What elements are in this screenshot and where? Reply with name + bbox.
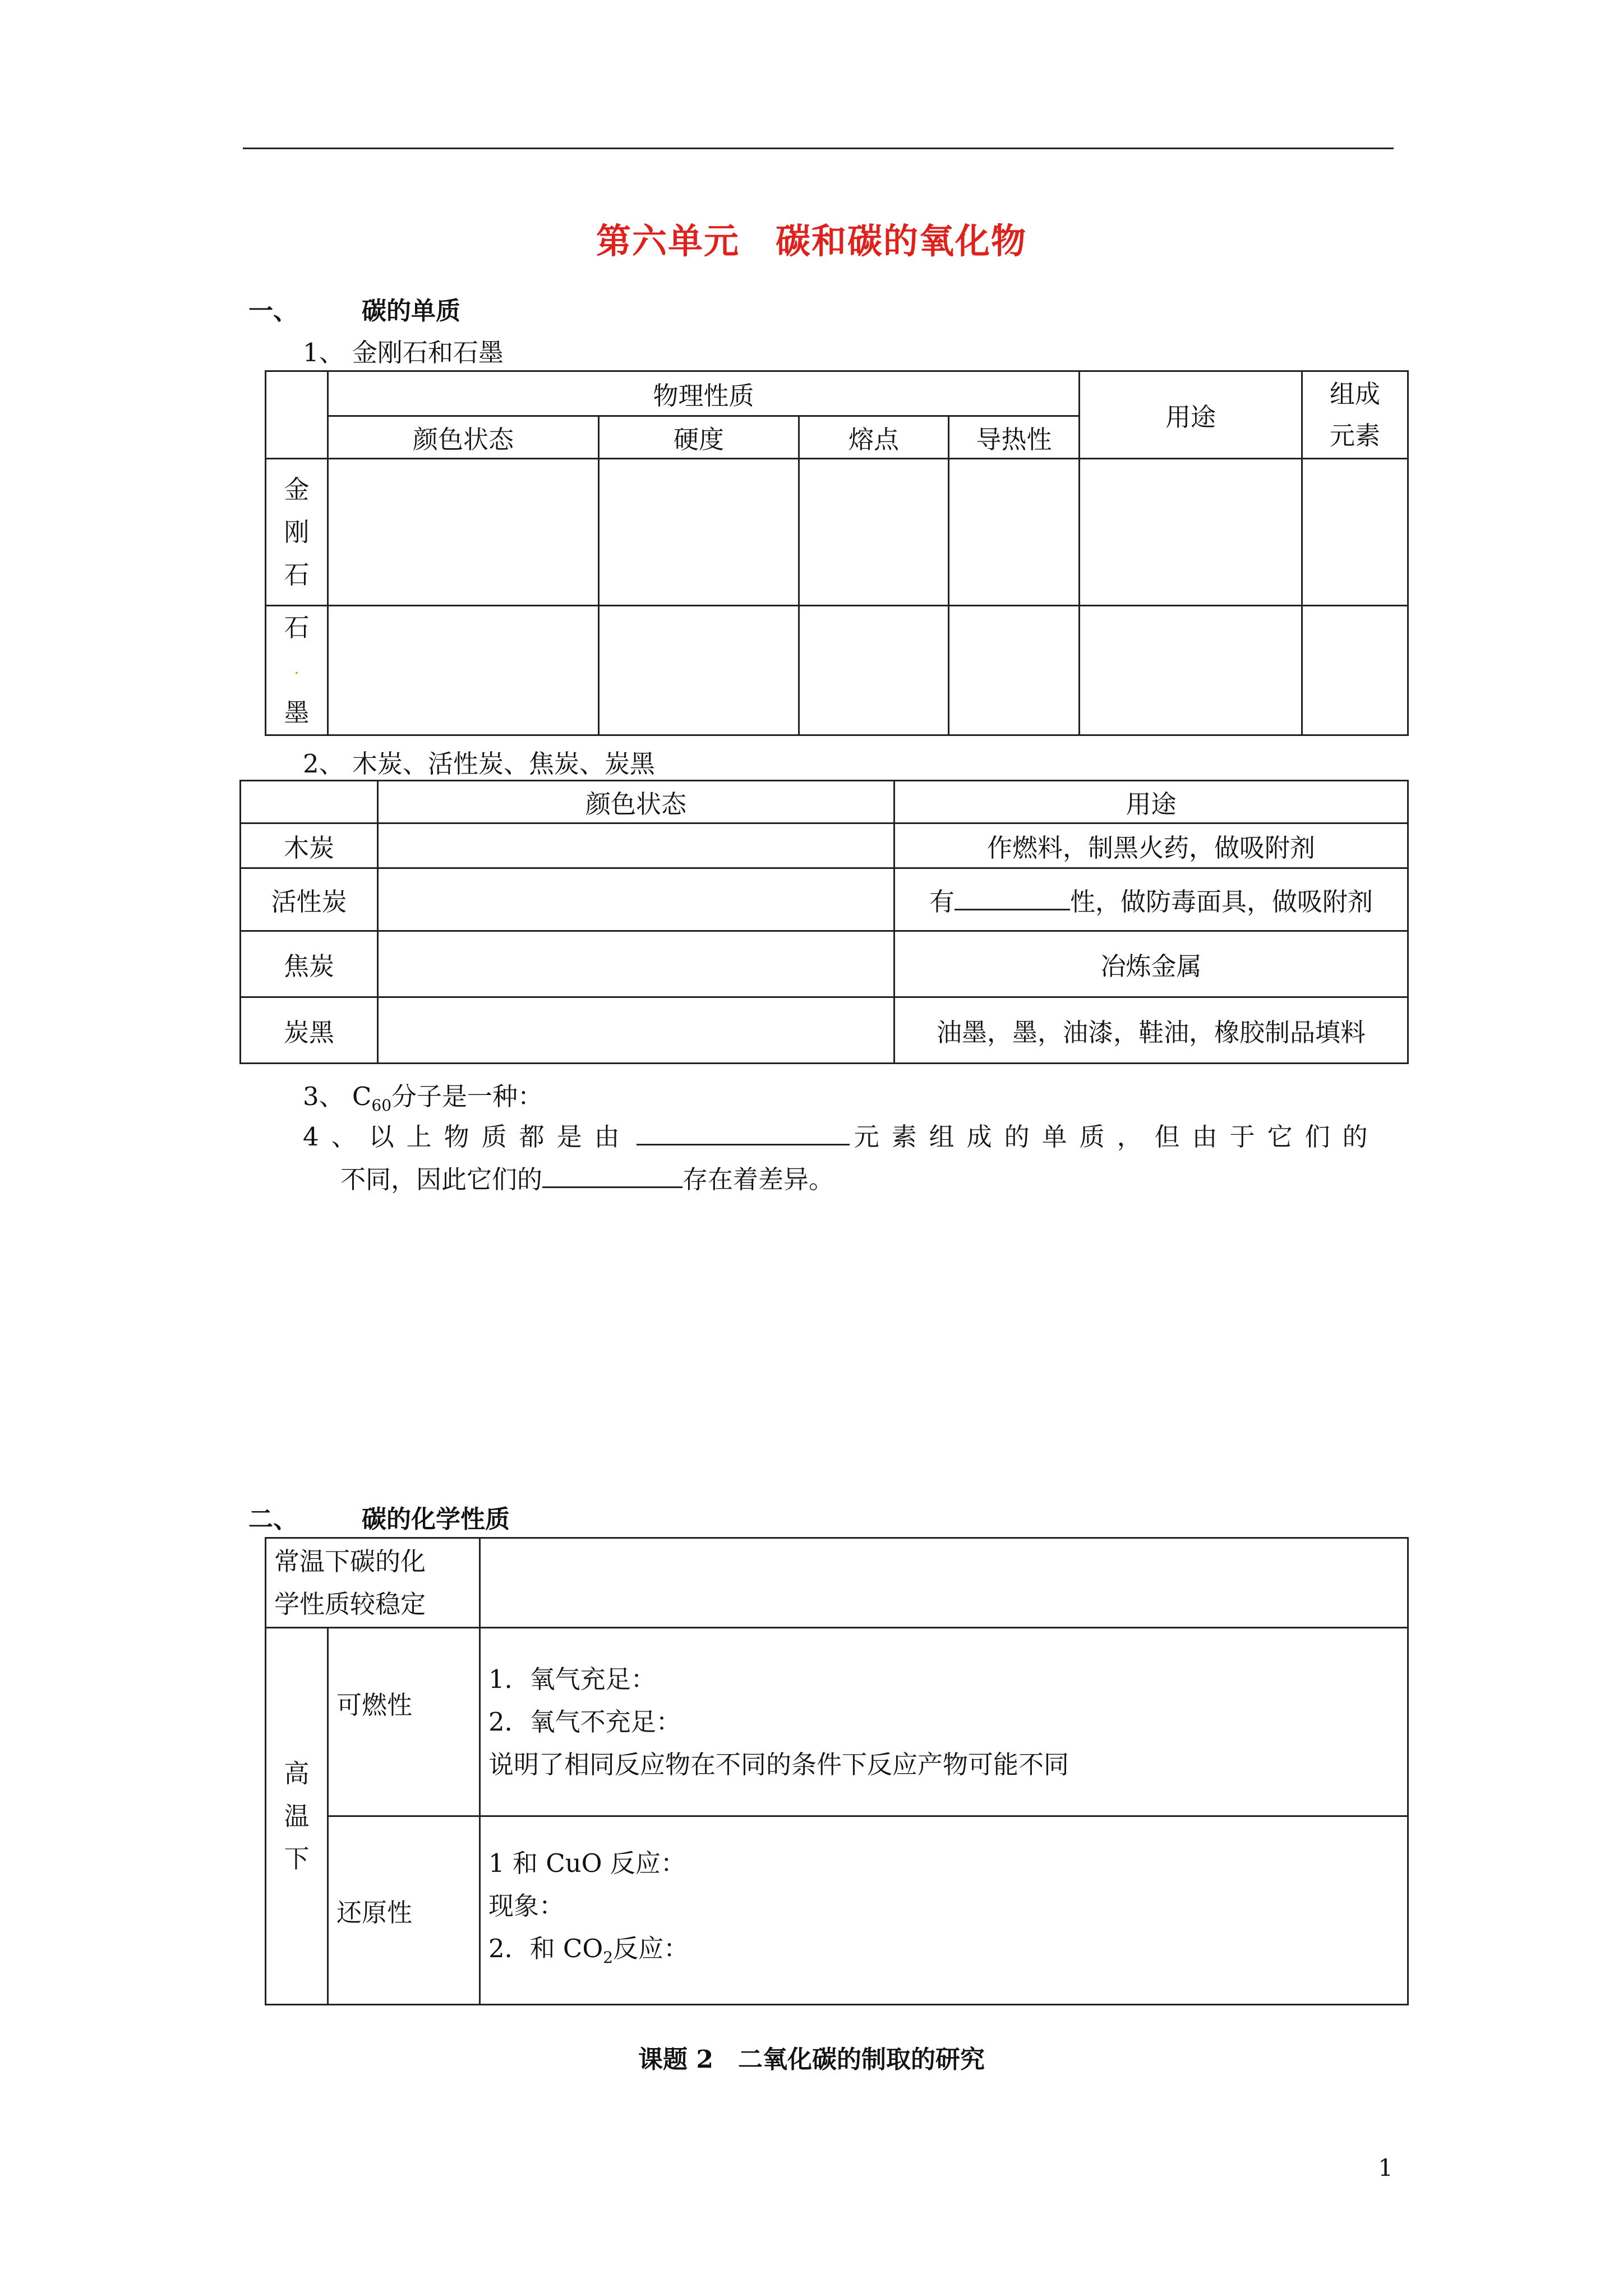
label-char: 墨 [284,698,310,728]
reducing-line3-subscript: 2 [603,1948,614,1967]
table1-physical-props-header: 物理性质 [328,371,1080,416]
table-amorphous-carbon [239,780,1409,1064]
table3-stable-label [266,1538,480,1628]
reducing-line3-a: 2．和 CO [488,1933,603,1963]
table1-header-melting-point: 熔点 [799,416,949,459]
table3-reducing-content [480,1816,1408,2005]
use-prefix: 有 [929,887,955,917]
comb-line: 1．氧气充足： [488,1664,656,1694]
section-1-number: 一、 [248,297,298,325]
fill-in-blank[interactable] [637,1144,850,1145]
table-diamond-graphite [265,370,1409,736]
table1-corner-cell [266,371,328,459]
table2-use-carbon-black: 油墨，墨，油漆，鞋油，橡胶制品填料 [895,997,1408,1064]
table1-row-label-diamond [266,459,328,606]
table-cell [378,823,895,868]
reducing-line: 1 和 CuO 反应： [488,1848,686,1878]
label-char: 石 [284,559,310,590]
page-title: 第六单元 碳和碳的氧化物 [596,220,1027,261]
table2-name-charcoal: 木炭 [241,823,378,868]
table-cell [328,459,599,606]
label-char: 温 [284,1801,310,1831]
table-cell [378,997,895,1064]
table1-row-label-graphite [266,606,328,735]
label-dot: · [294,664,299,683]
item3-suffix: 分子是一种： [391,1082,543,1111]
table-cell [480,1538,1408,1628]
item4-text-d: 存在着差异。 [683,1165,834,1194]
item3-subscript: 60 [371,1096,392,1115]
label-char: 金 [284,474,310,504]
item3-prefix: 3、 C [303,1082,372,1111]
label-char: 高 [284,1758,310,1788]
table-cell [1302,606,1408,735]
table2-header-color-state: 颜色状态 [378,781,895,823]
table-cell [328,606,599,735]
item-2: 2、 木炭、活性炭、焦炭、炭黑 [303,749,655,779]
table2-use-coke: 冶炼金属 [895,931,1408,997]
fill-in-blank[interactable] [955,909,1070,910]
table-cell [1080,606,1302,735]
table2-name-coke: 焦炭 [241,931,378,997]
reducing-line: 现象： [488,1890,565,1921]
fill-in-blank[interactable] [542,1186,683,1188]
item-4-line-2 [340,1159,834,1195]
section-2-heading: 碳的化学性质 [362,1505,510,1534]
table-cell [799,606,949,735]
item-1: 1、 金刚石和石墨 [303,338,504,367]
subtitle: 课题 2 二氧化碳的制取的研究 [638,2045,985,2074]
reducing-line3-b: 反应： [613,1933,689,1963]
comb-line: 2．氧气不充足： [488,1706,681,1737]
label-char: 下 [284,1843,310,1874]
table2-header-use: 用途 [895,781,1408,823]
table3-combustible-content [480,1628,1408,1816]
label-char: 刚 [284,517,310,547]
table1-comp-line2: 元素 [1329,420,1380,450]
stable-label-line1: 常温下碳的化 [274,1546,426,1576]
table-cell [599,606,799,735]
section-2-number: 二、 [248,1505,298,1534]
table1-header-color-state: 颜色状态 [328,416,599,459]
table-cell [241,781,378,823]
reducing-line [488,1933,689,1967]
table-chemical-properties [265,1537,1409,2005]
table3-high-temp-label [266,1628,328,2005]
table-cell [799,459,949,606]
table3-reducing-label: 还原性 [328,1816,480,2005]
table-cell [1302,459,1408,606]
table1-comp-line1: 组成 [1329,379,1380,409]
table-cell [599,459,799,606]
header-rule [243,148,1394,149]
item-3 [303,1076,543,1115]
table-cell [949,606,1080,735]
label-char: 石 [284,613,310,642]
use-suffix: 性，做防毒面具，做吸附剂 [1070,887,1373,917]
item-4-line-1 [303,1116,1394,1153]
item4-text-c: 不同，因此它们的 [340,1165,543,1194]
table2-use-activated-carbon [895,868,1408,931]
item4-text-a: 4、以上物质都是由 [303,1122,632,1152]
table2-name-activated-carbon: 活性炭 [241,868,378,931]
table-cell [378,931,895,997]
table-cell [378,868,895,931]
table1-header-thermal-conductivity: 导热性 [949,416,1080,459]
comb-line: 说明了相同反应物在不同的条件下反应产物可能不同 [488,1749,1069,1779]
page-number: 1 [1378,2154,1393,2182]
table1-composition-header [1302,371,1408,459]
item4-text-b: 元素组成的单质，但由于它们的 [854,1122,1380,1152]
section-1-heading: 碳的单质 [362,297,460,325]
table2-use-charcoal: 作燃料，制黑火药，做吸附剂 [895,823,1408,868]
stable-label-line2: 学性质较稳定 [274,1589,426,1619]
table-cell [1080,459,1302,606]
table2-name-carbon-black: 炭黑 [241,997,378,1064]
table1-use-header: 用途 [1080,371,1302,459]
table3-combustible-label: 可燃性 [328,1628,480,1816]
table-cell [949,459,1080,606]
table1-header-hardness: 硬度 [599,416,799,459]
